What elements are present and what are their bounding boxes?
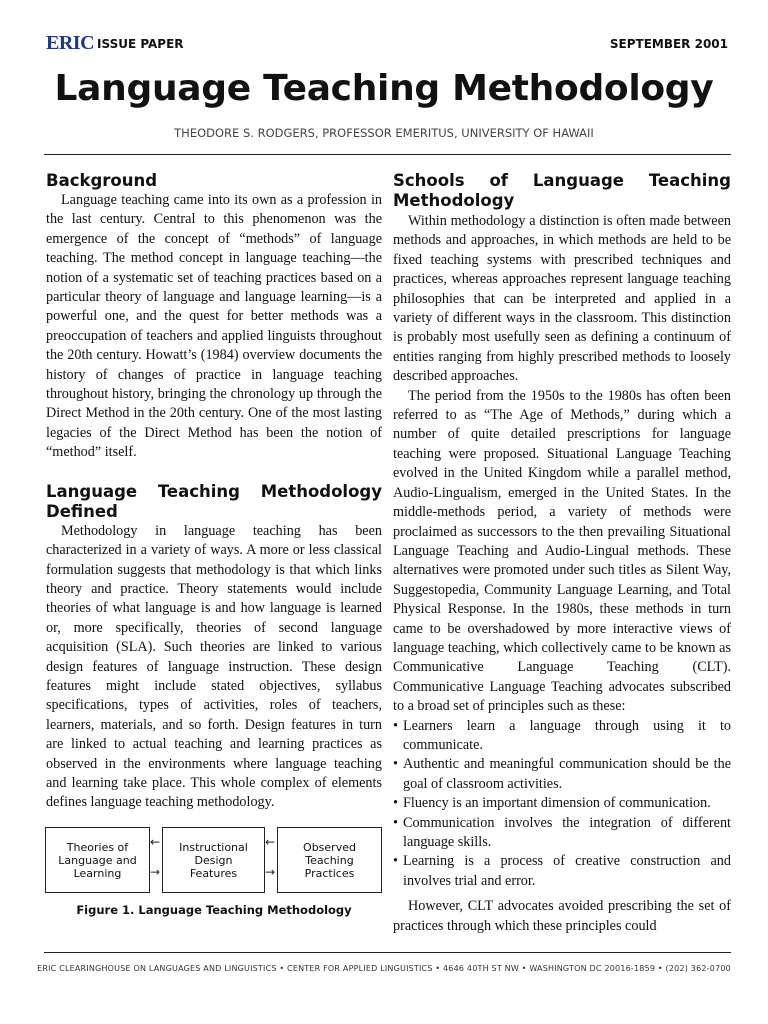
eric-logo: ERIC: [46, 32, 95, 54]
figure-box-design-line1: Instructional: [179, 840, 248, 854]
defined-paragraph: Methodology in language teaching has been characterized in a variety of ways. A more or less classical formulation suggests that methodology is that which links theory and practice. Theory statements would include theories of what language is and how language is learned or, more specifically, theories of second language acquisition (SLA). Such theories are linked to various design features of language instruction. These design features might include stated objectives, syllabus specifications, types of activities, roles of teachers, learners, materials, and so forth. Design features in turn are linked to actual teaching and learning practices as observed in the environments where language teaching and learning take place. This whole complex of elements defines language teaching methodology.: [46, 522, 382, 811]
top-divider: [44, 154, 731, 155]
arrow-left-icon: ←: [265, 835, 276, 849]
schools-heading: Schools of Language Teaching Methodology: [393, 171, 731, 210]
figure-box-theories-line1: Theories of: [66, 840, 129, 854]
figure-caption: Figure 1. Language Teaching Methodology: [76, 903, 352, 917]
background-paragraph: Language teaching came into its own as a profession in the last century. Central to this phenomenon was the emergence of the concept of “methods” of language teaching. The method concept in language teaching—the notion of a systematic set of teaching practices based on a particular theory of language and language learning—is a powerful one, and the quest for better methods was a preoccupation of teachers and applied linguists throughout the 20th century. Howatt’s (1984) overview documents the history of changes of practice in language teaching throughout history, bringing the chronology up through the Direct Method in the 20th century. One of the most lasting legacies of the Direct Method has been the notion of “method” itself.: [46, 192, 382, 461]
list-item: [393, 717, 731, 756]
bullet-icon: •: [393, 717, 398, 734]
arrow-right-icon: →: [265, 865, 276, 879]
figure-box-practices-line1: Observed: [303, 840, 356, 854]
list-item: [393, 755, 731, 794]
list-item: [393, 794, 731, 813]
page-title: Language Teaching Methodology: [54, 68, 714, 109]
author-line: THEODORE S. RODGERS, PROFESSOR EMERITUS, UNIVERSITY OF HAWAII: [174, 126, 594, 140]
bottom-divider: [44, 952, 731, 953]
list-item-text: Communication involves the integration of different language skills.: [403, 814, 731, 850]
arrow-right-icon: →: [150, 865, 161, 879]
list-item-text: Learners learn a language through using it to communicate.: [403, 717, 731, 753]
figure-box-theories: [45, 827, 150, 893]
footer: ERIC CLEARINGHOUSE ON LANGUAGES AND LINGUISTICS • CENTER FOR APPLIED LINGUISTICS • 4646 40TH ST NW • WASHINGTON DC 20016-1859 • (202) 362-0700: [37, 964, 731, 973]
schools-paragraph-3: However, CLT advocates avoided prescribing the set of practices through which these principles could: [393, 898, 731, 934]
list-item: [393, 814, 731, 853]
figure-box-theories-line2: Language and: [58, 853, 137, 867]
schools-paragraph-1: Within methodology a distinction is often made between methods and approaches, in which methods are held to be fixed teaching systems with prescribed techniques and practices, whereas approaches represent language teaching philosophies that can be interpreted and applied in a variety of different ways in the classroom. This distinction is probably most usefully seen as defining a continuum of entities ranging from highly prescribed methods to loosely described approaches.: [393, 213, 731, 385]
background-heading: Background: [46, 171, 158, 190]
figure-box-design-line2: Design: [194, 853, 233, 867]
figure-box-theories-line3: Learning: [73, 866, 122, 880]
bullet-icon: •: [393, 756, 398, 773]
figure-box-practices-line2: Teaching: [305, 853, 354, 867]
bullet-icon: •: [393, 814, 398, 831]
bullet-icon: •: [393, 795, 398, 812]
list-item: [393, 852, 731, 891]
arrow-left-icon: ←: [150, 835, 161, 849]
list-item-text: Learning is a process of creative construction and involves trial and error.: [403, 853, 731, 889]
figure-box-practices-line3: Practices: [304, 866, 355, 880]
list-item-text: Fluency is an important dimension of communication.: [403, 795, 711, 812]
left-column: [46, 171, 382, 813]
issue-label: ISSUE PAPER: [97, 37, 184, 51]
schools-paragraph-2: The period from the 1950s to the 1980s has often been referred to as “The Age of Methods,” during which a number of quite detailed prescriptions for language teaching were proposed. Situational Language Teaching evolved in the United Kingdom while a parallel method, Audio-Lingualism, emerged in the United States. In the middle-methods period, a variety of methods were proclaimed as successors to the then prevailing Situational Language Teaching and Audio-Lingual methods. These alternatives were promoted under such titles as Silent Way, Suggestopedia, Community Language Learning, and Total Physical Response. In the 1980s, these methods in turn came to be overshadowed by more interactive views of language teaching, which collectively came to be known as Communicative Language Teaching (CLT). Communicative Language Teaching advocates subscribed to a broad set of principles such as these:: [393, 387, 731, 715]
issue-date: SEPTEMBER 2001: [609, 37, 728, 51]
list-item-text: Authentic and meaningful communication should be the goal of classroom activities.: [403, 756, 731, 792]
bullet-icon: •: [393, 853, 398, 870]
figure-box-practices: [277, 827, 382, 893]
right-column: [393, 171, 731, 936]
figure-box-design: [162, 827, 265, 893]
defined-heading: Language Teaching Methodology Defined: [46, 481, 382, 521]
figure-box-design-line3: Features: [189, 866, 238, 880]
